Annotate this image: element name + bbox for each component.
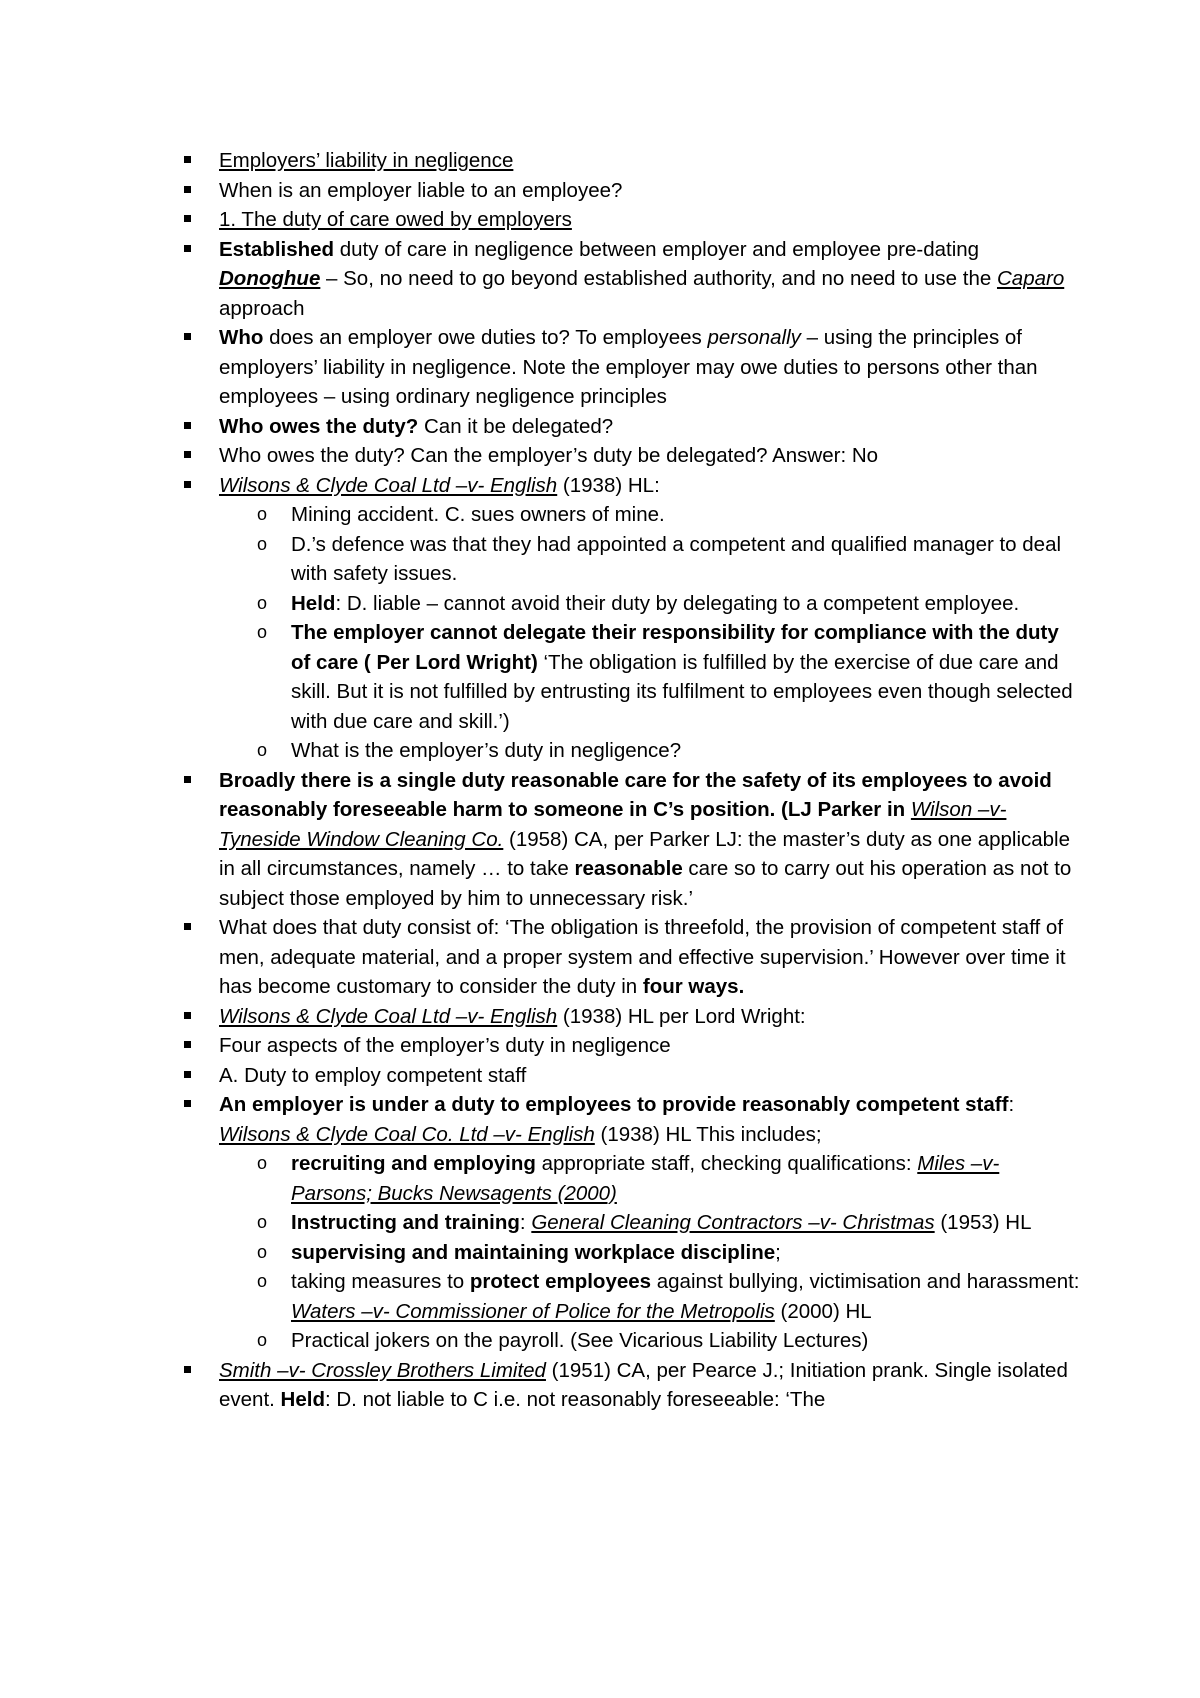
text: : D. liable – cannot avoid their duty by delegating to a competent employee. [335,591,1020,615]
text: Who owes the duty? Can the employer’s duty be delegated? Answer: No [219,444,879,467]
text: (1951) CA, per Pearce J.; Initiation prank. Single isolated event. [219,1358,1068,1411]
text: Practical jokers on the payroll. (See Vicarious Liability Lectures) [291,1329,869,1352]
text: duty of care in negligence between employer and employee pre-dating [334,237,980,261]
text: Four aspects of the employer’s duty in negligence [219,1034,671,1057]
text: : [519,1211,532,1234]
sub-list-item [183,1326,1083,1356]
text: care so to carry out his operation as not to subject those employed by him to unnecessary risk.’ [219,857,1072,910]
list-item [183,412,1083,442]
bold-text: recruiting and employing [291,1152,536,1175]
bold-text: four ways. [642,975,745,998]
sub-list-item [183,1267,1083,1326]
text: A. Duty to employ competent staff [219,1063,527,1087]
text: (1938) HL This includes; [594,1122,822,1146]
list-item [183,205,1083,235]
list-item [183,1090,1083,1149]
list-item [183,1002,1083,1032]
bold-text: supervising and maintaining workplace discipline [291,1240,776,1264]
sub-list-item [183,1208,1083,1238]
text: appropriate staff, checking qualifications: [535,1152,918,1175]
bold-text: Held [280,1388,325,1411]
sub-list-item [183,1238,1083,1268]
bold-text: Held [291,591,336,615]
case-name: Miles –v- Parsons; Bucks Newsagents (2000) [291,1152,1000,1205]
bold-text: Who owes the duty? [219,414,419,438]
case-name: Waters –v- Commissioner of Police for the Metropolis [291,1299,775,1323]
italic-text: personally [707,326,801,349]
text: does an employer owe duties to? To employees [263,326,708,349]
sub-list-item [183,500,1083,530]
case-name: Wilson –v- Tyneside Window Cleaning Co. [219,798,1007,851]
sub-list-item [183,530,1083,589]
bold-text: An employer is under a duty to employees to provide reasonably competent staff [219,1093,1009,1116]
list-item [183,913,1083,1002]
text: ; [775,1240,781,1264]
text: : [1008,1093,1015,1116]
sub-list-item [183,618,1083,736]
text: What is the employer’s duty in negligence? [291,739,682,762]
text: What does that duty consist of: ‘The obligation is threefold, the provision of competent staff of men, adequate material, and a proper system and effective supervision.’ However over time it has become customary to consider the duty in [219,916,1066,998]
text: taking measures to [291,1270,470,1293]
subsection-heading: 1. The duty of care owed by employers [219,208,572,231]
bold-text: Broadly there is a single duty reasonable care for the safety of its employees to avoid reasonably foreseeable harm to someone in C’s position. (LJ Parker in [219,768,1052,821]
bold-text: Instructing and training [291,1211,520,1234]
list-item [183,146,1083,176]
text: D.’s defence was that they had appointed a competent and qualified manager to deal with safety issues. [291,532,1062,585]
text: (1953) HL [934,1211,1032,1234]
bold-text: Established [219,237,335,261]
section-heading: Employers’ liability in negligence [219,149,514,172]
list-item [183,1031,1083,1061]
case-name: Caparo [996,267,1065,290]
case-name: Wilsons & Clyde Coal Ltd –v- English [219,473,558,497]
sub-list-item [183,736,1083,766]
text: against bullying, victimisation and harassment: [651,1270,1080,1293]
list-item [183,1356,1083,1415]
text: – So, no need to go beyond established authority, and no need to use the [320,267,997,290]
case-name: Wilsons & Clyde Coal Co. Ltd –v- English [219,1122,595,1146]
list-item [183,766,1083,914]
text: – using the principles of employers’ liability in negligence. Note the employer may owe duties to persons other than employees – using ordinary negligence principles [219,326,1038,408]
sub-list-item [183,1149,1083,1208]
text: (2000) HL [774,1299,872,1323]
text: When is an employer liable to an employee? [219,178,623,202]
list-item [183,323,1083,412]
bold-text: reasonable [574,857,683,880]
text: (1958) CA, per Parker LJ: the master’s duty as one applicable in all circumstances, namely … to take [219,827,1071,880]
list-item [183,1061,1083,1091]
list-item [183,235,1083,324]
list-item [183,471,1083,501]
bold-text: The employer cannot delegate their responsibility for compliance with the duty of care ( Per Lord Wright) [291,621,1059,674]
bold-text: protect employees [469,1270,652,1293]
text: ‘The obligation is fulfilled by the exercise of due care and skill. But it is not fulfilled by entrusting its fulfilment to employees even though selected with due care and skill.’) [291,650,1073,733]
text: : D. not liable to C i.e. not reasonably foreseeable: ‘The [324,1388,826,1411]
list-item [183,441,1083,471]
document-body [183,146,1083,1415]
bold-text: Who [219,326,264,349]
text: (1938) HL per Lord Wright: [557,1004,806,1028]
list-item [183,176,1083,206]
text: (1938) HL: [557,473,660,497]
case-name: Wilsons & Clyde Coal Ltd –v- English [219,1004,558,1028]
sub-list-item [183,589,1083,619]
case-name: Donoghue [219,267,321,290]
text: approach [219,296,305,320]
case-name: Smith –v- Crossley Brothers Limited [219,1358,546,1382]
text: Can it be delegated? [418,414,614,438]
text: Mining accident. C. sues owners of mine. [291,503,665,526]
case-name: General Cleaning Contractors –v- Christmas [531,1211,935,1234]
